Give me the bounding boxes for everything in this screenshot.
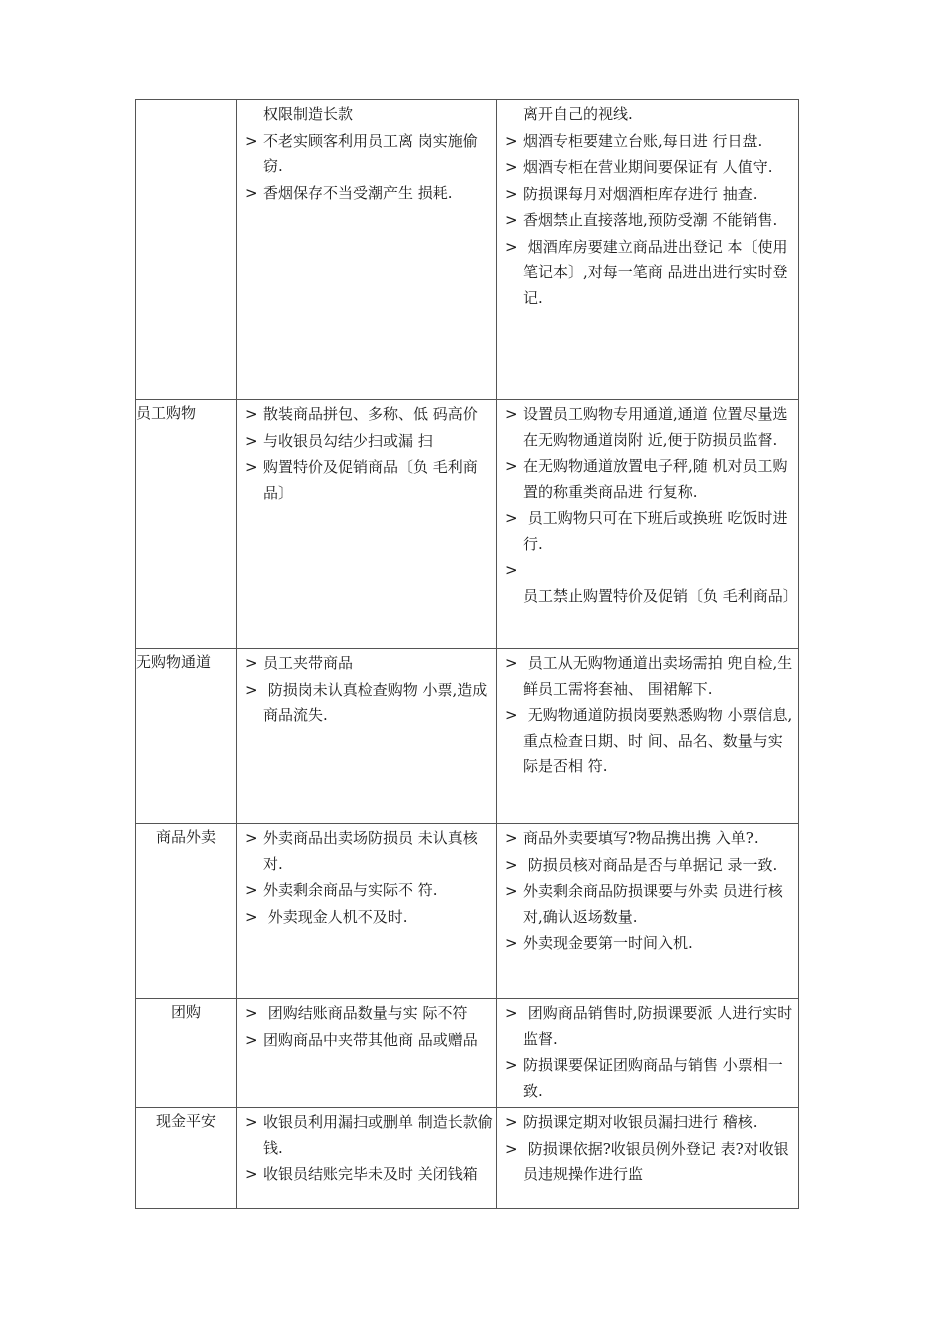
measure-cell: [497, 999, 799, 1108]
bullet-marker: >: [505, 131, 518, 150]
measure-item: [497, 454, 797, 505]
bullet-marker: >: [245, 680, 258, 699]
bullet-marker: >: [505, 1113, 518, 1131]
bullet-marker: >: [505, 184, 518, 203]
bullet-marker: >: [505, 237, 518, 256]
risk-list: [237, 999, 496, 1056]
measure-item: [497, 1137, 797, 1188]
measure-list: [497, 824, 798, 960]
measure-item: [497, 208, 797, 234]
bullet-marker: >: [505, 654, 518, 672]
risk-item: [237, 129, 495, 180]
table-row: [136, 824, 799, 999]
item-text: 烟酒专柜在营业期间要保证有 人值守.: [523, 158, 773, 176]
risk-item: [237, 1162, 495, 1188]
category-cell: [136, 1108, 237, 1209]
measure-item: [497, 703, 797, 780]
bullet-marker: >: [245, 405, 258, 423]
item-text: 外卖剩余商品防损课要与外卖 员进行核对,确认返场数量.: [523, 882, 783, 926]
bullet-marker: >: [245, 829, 258, 847]
risk-list: [237, 1108, 496, 1191]
bullet-marker: >: [505, 1004, 518, 1022]
risk-item: [237, 181, 495, 207]
measure-item: [497, 853, 797, 879]
bullet-marker: >: [505, 706, 518, 724]
risk-cell: [237, 999, 497, 1108]
category-cell: [136, 999, 237, 1108]
item-text: 烟酒库房要建立商品进出登记 本〔使用笔记本〕,对每一笔商 品进出进行实时登记.: [523, 237, 788, 307]
item-text: 外卖商品出卖场防损员 未认真核对.: [263, 829, 478, 873]
risk-cell: [237, 1108, 497, 1209]
measure-list: [497, 100, 798, 314]
measure-cell: [497, 100, 799, 400]
risk-item: [237, 826, 495, 877]
bullet-marker: >: [505, 457, 518, 475]
category-label: 现金平安: [155, 1112, 216, 1130]
bullet-marker: >: [505, 829, 518, 847]
category-label: 团购: [170, 1003, 201, 1021]
risk-item: [237, 651, 495, 677]
item-text: 防损岗未认真检查购物 小票,造成商品流失.: [263, 680, 488, 724]
item-text: 员工从无购物通道出卖场需拍 兜自检,生鲜员工需将套袖、 围裙解下.: [523, 654, 793, 698]
measure-list: [497, 1108, 798, 1191]
measure-item: [497, 651, 797, 702]
risk-item: [237, 1110, 495, 1161]
bullet-marker: >: [245, 907, 258, 926]
measure-list: [497, 999, 798, 1107]
bullet-marker: >: [245, 1165, 258, 1183]
table-row: [136, 1108, 799, 1209]
measure-item: [497, 155, 797, 181]
measure-item: [497, 879, 797, 930]
bullet-marker: >: [245, 183, 258, 202]
bullet-marker: >: [505, 211, 518, 229]
item-text: 防损课要保证团购商品与销售 小票相一致.: [523, 1056, 783, 1100]
category-cell: [136, 100, 237, 400]
measure-item: [497, 931, 797, 957]
measure-cell: [497, 1108, 799, 1209]
bullet-marker: >: [505, 158, 518, 176]
item-text: 员工夹带商品: [263, 654, 354, 672]
measure-cell: [497, 824, 799, 999]
risk-item: [237, 429, 495, 455]
risk-control-table: [135, 99, 799, 1209]
item-text: 散装商品拼包、多称、低 码高价: [263, 405, 478, 423]
item-text: 防损员核对商品是否与单据记 录一致.: [523, 855, 778, 874]
risk-cell: [237, 100, 497, 400]
measure-item: [497, 235, 797, 312]
risk-cell: [237, 400, 497, 649]
item-text: 外卖现金要第一时间入机.: [523, 934, 693, 952]
bullet-marker: >: [245, 1030, 258, 1049]
item-text: 收银员利用漏扫或删单 制造长款偷钱.: [263, 1113, 493, 1157]
table-row: [136, 400, 799, 649]
measure-list: [497, 649, 798, 783]
item-text: 收银员结账完毕未及时 关闭钱箱: [263, 1165, 478, 1183]
risk-list: [237, 400, 496, 509]
measure-item: [497, 102, 797, 128]
measure-item: [497, 1053, 797, 1104]
item-text: 团购商品销售时,防损课要派 人进行实时监督.: [523, 1004, 793, 1048]
bullet-marker: >: [505, 1056, 518, 1074]
item-text: 购置特价及促销商品〔负 毛利商品〕: [263, 458, 478, 502]
bullet-marker: >: [245, 881, 258, 899]
table-row: [136, 649, 799, 824]
bullet-marker: >: [245, 1113, 258, 1131]
item-text: 香烟保存不当受潮产生 损耗.: [263, 183, 453, 202]
item-text: 与收银员勾结少扫或漏 扫: [263, 431, 433, 450]
measure-item: [497, 129, 797, 155]
category-label: 员工购物: [136, 404, 197, 422]
risk-item: [237, 1001, 495, 1027]
category-cell: [136, 400, 237, 649]
bullet-marker: >: [505, 561, 518, 579]
risk-item: [237, 1028, 495, 1054]
measure-list: [497, 400, 798, 612]
bullet-marker: >: [245, 654, 258, 672]
measure-item: [497, 1001, 797, 1052]
item-text: 不老实顾客利用员工离 岗实施偷窃.: [263, 131, 478, 175]
measure-cell: [497, 649, 799, 824]
risk-item: [237, 905, 495, 931]
bullet-marker: >: [505, 934, 518, 952]
risk-list: [237, 649, 496, 732]
item-text: 设置员工购物专用通道,通道 位置尽量选在无购物通道岗附 近,便于防损员监督.: [523, 405, 788, 449]
bullet-marker: >: [505, 405, 518, 423]
item-text: 外卖现金人机不及时.: [263, 907, 408, 926]
category-label: 无购物通道: [136, 653, 212, 671]
risk-list: [237, 824, 496, 933]
measure-item: [497, 402, 797, 453]
bullet-marker: >: [505, 1139, 518, 1158]
risk-item: [237, 678, 495, 729]
item-text: 无购物通道防损岗要熟悉购物 小票信息,重点检查日期、时 间、品名、数量与实际是否相 符.: [523, 706, 793, 775]
item-text: 团购结账商品数量与实 际不符: [263, 1004, 468, 1022]
bullet-marker: >: [505, 509, 518, 527]
bullet-marker: >: [245, 458, 258, 476]
item-text: 烟酒专柜要建立台账,每日进 行日盘.: [523, 131, 763, 150]
item-text: 香烟禁止直接落地,预防受潮 不能销售.: [523, 211, 778, 229]
bullet-marker: >: [505, 882, 518, 900]
item-text: 离开自己的视线.: [523, 105, 633, 123]
item-text: 员工购物只可在下班后或换班 吃饭时进行.: [523, 509, 788, 553]
item-text: 权限制造长款: [263, 105, 354, 123]
item-text: 团购商品中夹带其他商 品或赠品: [263, 1030, 478, 1049]
table-row: [136, 999, 799, 1108]
bullet-marker: >: [505, 855, 518, 874]
table-row: [136, 100, 799, 400]
table-body: [136, 100, 799, 1209]
risk-item: [237, 402, 495, 428]
risk-cell: [237, 649, 497, 824]
item-text: 防损课每月对烟酒柜库存进行 抽查.: [523, 184, 758, 203]
bullet-marker: >: [245, 431, 258, 450]
category-cell: [136, 649, 237, 824]
item-text: 外卖剩余商品与实际不 符.: [263, 881, 438, 899]
category-cell: [136, 824, 237, 999]
risk-list: [237, 100, 496, 209]
measure-item: [497, 506, 797, 557]
measure-item: [497, 1110, 797, 1136]
item-text: 员工禁止购置特价及促销〔负 毛利商品〕: [523, 586, 798, 605]
measure-item: [497, 826, 797, 852]
risk-item: [237, 455, 495, 506]
measure-item: [497, 558, 797, 609]
category-label: 商品外卖: [155, 828, 216, 846]
risk-item: [237, 102, 495, 128]
bullet-marker: >: [245, 1004, 258, 1022]
measure-item: [497, 182, 797, 208]
item-text: 在无购物通道放置电子秤,随 机对员工购置的称重类商品进 行复称.: [523, 457, 788, 501]
item-text: 商品外卖要填写?物品携出携 入单?.: [523, 829, 759, 847]
risk-item: [237, 878, 495, 904]
item-text: 防损课定期对收银员漏扫进行 稽核.: [523, 1113, 758, 1131]
risk-cell: [237, 824, 497, 999]
item-text: 防损课依据?收银员例外登记 表?对收银员违规操作进行监: [523, 1139, 789, 1183]
bullet-marker: >: [245, 131, 258, 150]
measure-cell: [497, 400, 799, 649]
